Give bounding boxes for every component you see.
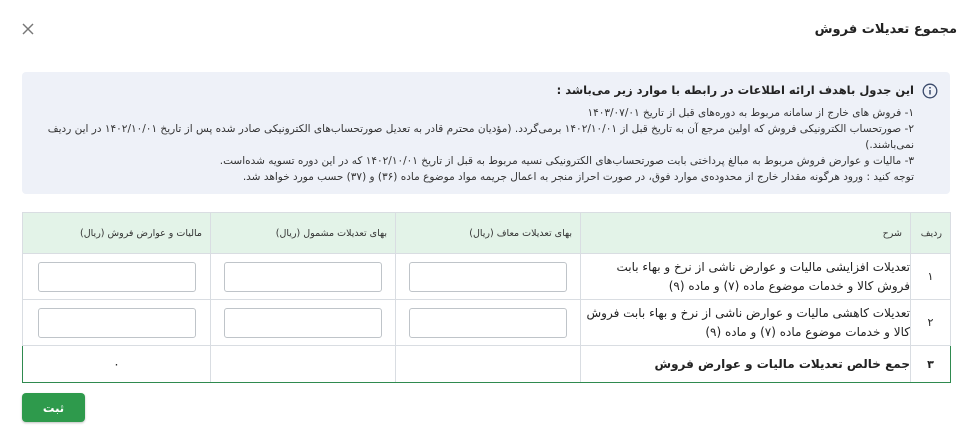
row-number: ۱ — [911, 254, 951, 300]
exempt-amount-input[interactable] — [409, 308, 567, 338]
dialog-title: مجموع تعدیلات فروش — [814, 22, 957, 37]
header-description: شرح — [581, 213, 911, 254]
info-lines — [44, 105, 914, 185]
taxable-amount-input[interactable] — [224, 308, 382, 338]
sum-row — [23, 346, 951, 383]
exempt-cell — [396, 300, 581, 346]
taxable-cell — [211, 300, 396, 346]
tax-amount-input[interactable] — [38, 308, 196, 338]
sum-row-number: ۳ — [911, 346, 951, 383]
header-taxable-amount: بهای تعدیلات مشمول (ریال) — [211, 213, 396, 254]
info-line: توجه کنید : ورود هرگونه مقدار خارج از محدوده‌ی موارد فوق، در صورت احراز منجر به اعمال جریمه مواد موضوع ماده (۳۶) و (۳۷) حسب مورد خواهد شد. — [242, 171, 914, 183]
info-box — [22, 72, 950, 194]
taxable-cell — [211, 254, 396, 300]
sum-value: ۰ — [23, 346, 211, 383]
row-description: تعدیلات کاهشی مالیات و عوارض ناشی از نرخ و بهاء بابت فروش کالا و خدمات موضوع ماده (۷) و ماده (۹) — [581, 300, 911, 346]
adjustments-table — [22, 212, 951, 383]
taxable-amount-input[interactable] — [224, 262, 382, 292]
table-row — [23, 254, 951, 300]
exempt-amount-input[interactable] — [409, 262, 567, 292]
close-icon[interactable] — [20, 21, 36, 37]
exempt-cell — [396, 254, 581, 300]
row-description: تعدیلات افزایشی مالیات و عوارض ناشی از نرخ و بهاء بابت فروش کالا و خدمات موضوع ماده (۷) و ماده (۹) — [581, 254, 911, 300]
row-number: ۲ — [911, 300, 951, 346]
table-row — [23, 300, 951, 346]
info-line: ۲- صورتحساب الکترونیکی فروش که اولین مرجع آن به تاریخ قبل از ۱۴۰۲/۱۰/۰۱ برمی‌گردد. (مؤدیان محترم قادر به تعدیل صورتحساب‌های الکترونیکی صادر شده پس از تاریخ ۱۴۰۲/۱۰/۰۱ در این ردیف نمی‌باشند.) — [47, 123, 914, 151]
header-tax-amount: مالیات و عوارض فروش (ریال) — [23, 213, 211, 254]
header-exempt-amount: بهای تعدیلات معاف (ریال) — [396, 213, 581, 254]
table-header-row — [23, 213, 951, 254]
info-heading: این جدول باهدف ارائه اطلاعات در رابطه با موارد زیر می‌باشد : — [556, 83, 914, 97]
info-line: ۳- مالیات و عوارض فروش مربوط به مبالغ پرداختی بابت صورتحساب‌های الکترونیکی نسیه مربوط به قبل از تاریخ ۱۴۰۲/۱۰/۰۱ که در این دوره تسویه شده‌است. — [219, 155, 914, 167]
sum-exempt-cell — [396, 346, 581, 383]
tax-amount-input[interactable] — [38, 262, 196, 292]
header-row-no: ردیف — [911, 213, 951, 254]
sum-description: جمع خالص تعدیلات مالیات و عوارض فروش — [581, 346, 911, 383]
tax-cell — [23, 254, 211, 300]
info-line: ۱- فروش های خارج از سامانه مربوط به دوره‌های قبل از تاریخ ۱۴۰۳/۰۷/۰۱ — [587, 107, 914, 119]
sum-taxable-cell — [211, 346, 396, 383]
tax-cell — [23, 300, 211, 346]
info-icon — [922, 83, 938, 99]
submit-button[interactable]: ثبت — [22, 393, 85, 422]
